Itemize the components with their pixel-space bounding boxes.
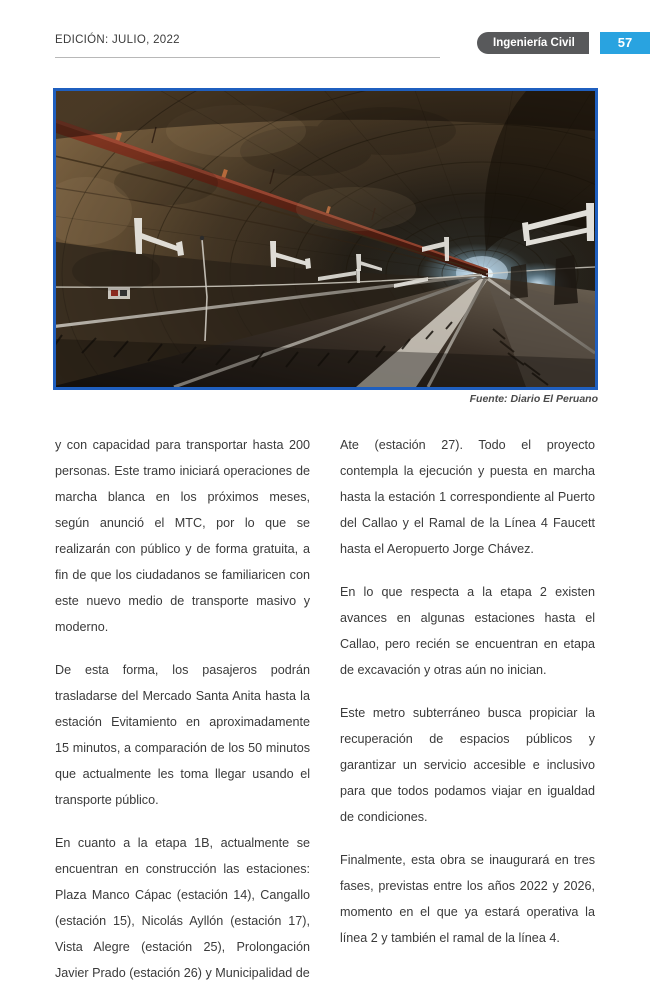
page-header [0, 30, 650, 66]
paragraph: Ate (estación 27). Todo el proyecto contempla la ejecución y puesta en marcha hasta la estación 1 correspondiente al Puerto del Callao y el Ramal de la Línea 4 Faucett hasta el Aeropuerto Jorge Chávez. [340, 438, 595, 556]
tunnel-photo [56, 91, 595, 387]
tunnel-photo-illustration [56, 91, 595, 387]
paragraph: En cuanto a la etapa 1B, actualmente se encuentran en construcción las estaciones: Plaza Manco Cápac (estación 14), Cangallo (estación 15), Nicolás Ayllón (estación 17), Vista Alegre (estación 25), Prolongación Javier Prado (estación 26) y Municipalidad de [55, 836, 310, 980]
paragraph: Finalmente, esta obra se inaugurará en tres fases, previstas entre los años 2022 y 2026, momento en el que ya estará operativa la línea 2 y también el ramal de la línea 4. [340, 853, 595, 945]
paragraph: Este metro subterráneo busca propiciar la recuperación de espacios públicos y garantizar un servicio accesible e inclusivo para que todos podamos viajar en igualdad de condiciones. [340, 706, 595, 824]
paragraph: y con capacidad para transportar hasta 200 personas. Este tramo iniciará operaciones de marcha blanca en los próximos meses, según anunció el MTC, por lo que se realizarán con público y de forma gratuita, a fin de que los ciudadanos se familiaricen con este nuevo medio de transporte masivo y moderno. [55, 438, 310, 634]
edition-text: EDICIÓN: JULIO, 2022 [55, 34, 180, 46]
photo-caption: Fuente: Diario El Peruano [469, 393, 598, 405]
paragraph: En lo que respecta a la etapa 2 existen avances en algunas estaciones hasta el Callao, pero recién se encuentran en etapa de excavación y otras aún no inician. [340, 585, 595, 677]
photo-frame [53, 88, 598, 390]
right-column [340, 432, 595, 951]
page-number-badge: 57 [600, 32, 650, 54]
article-body [0, 432, 650, 980]
header-divider-rule [55, 57, 440, 58]
paragraph: De esta forma, los pasajeros podrán trasladarse del Mercado Santa Anita hasta la estación Evitamiento en aproximadamente 15 minutos, a comparación de los 50 minutos que actualmente les toma llegar usando el transporte público. [55, 663, 310, 807]
section-badge: Ingeniería Civil [477, 32, 589, 54]
left-column [55, 432, 310, 986]
